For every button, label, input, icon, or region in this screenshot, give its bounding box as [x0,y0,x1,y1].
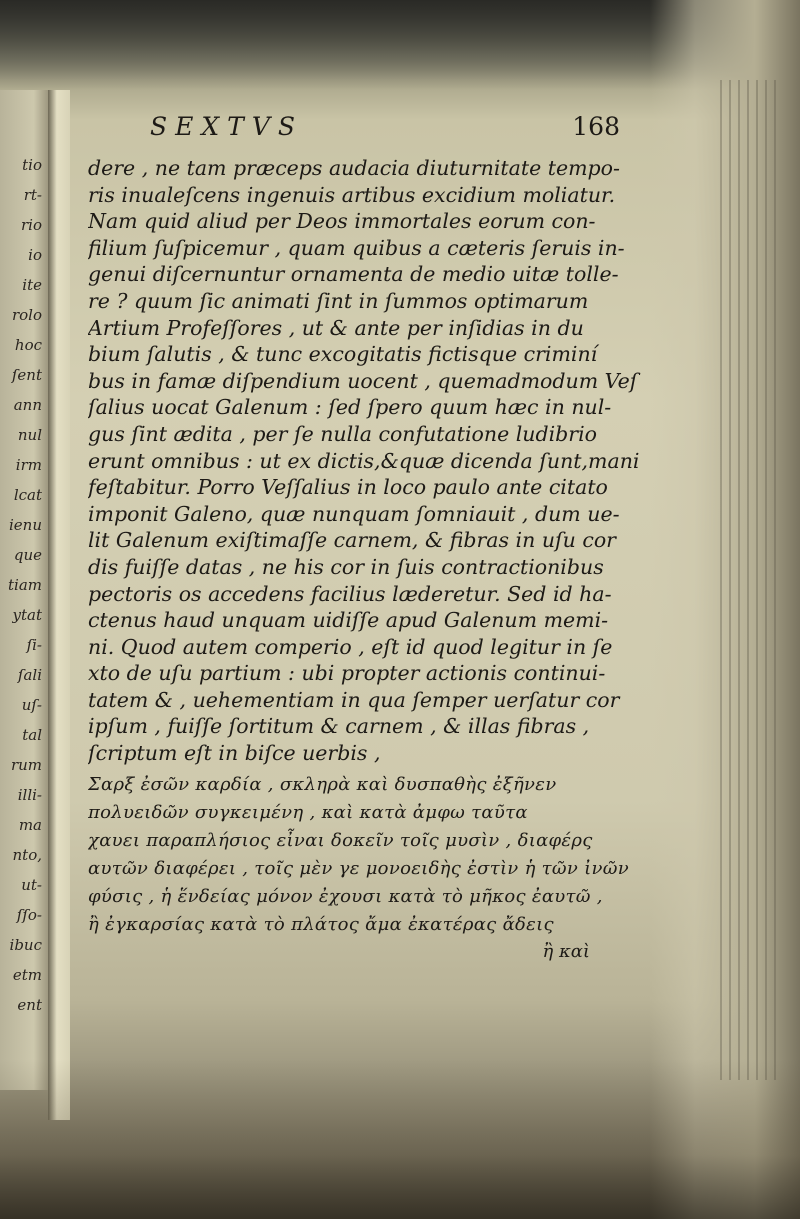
text-line: xto de uſu partium : ubi propter actionis continui- [88,661,606,686]
margin-fragment: ent [17,996,42,1014]
margin-fragment: irm [15,456,42,474]
text-line: ſcriptum eſt in biſce uerbis , [88,741,381,766]
margin-fragment: lcat [13,486,42,504]
catchword: ἢ καὶ [542,940,590,962]
margin-fragment: ytat [12,606,42,624]
margin-fragment: tio [22,156,42,174]
text-line: feſtabitur. Porro Veſſalius in loco paulo ante citato [88,475,608,500]
previous-page-margin-fragments [0,150,42,1020]
bottom-shadow [0,1059,800,1219]
margin-fragment: tiam [8,576,42,594]
greek-text-line: πολυειδῶν συγκειμένη , καὶ κατὰ ἀμφω ταῦτα [88,801,528,823]
body-text [88,155,698,965]
margin-fragment: que [13,546,42,564]
text-line: ni. Quod autem comperio , eſt id quod legitur in ſe [88,634,613,659]
text-line: bium ſalutis , & tunc excogitatis fictisque criminí [88,342,598,367]
page-header [150,112,620,152]
text-line: Artium Profeſſores , ut & ante per inſidias in du [88,315,584,340]
text-line: dere , ne tam præceps audacia diuturnitate tempo- [88,156,620,180]
margin-fragment: io [28,246,42,264]
margin-fragment: rio [21,216,42,234]
margin-fragment: ite [22,276,42,294]
latin-paragraph [88,155,698,767]
greek-text-line: ἢ ἐγκαρσίας κατὰ τὸ πλάτος ἄμα ἐκατέρας ἄδεις [88,913,554,935]
greek-text-line: Σαρξ ἐσῶν καρδία , σκληρὰ καὶ δυσπαθὴς ἐξῆνεν [88,773,557,795]
margin-fragment: ienu [9,516,42,534]
stacked-page-edges [720,80,780,1080]
text-line: bus in famæ diſpendium uocent , quemadmodum Veſ [88,368,638,393]
margin-fragment: illi- [17,786,42,804]
margin-fragment: ma [18,816,42,834]
text-line: ctenus haud unquam uidiſſe apud Galenum memi- [88,608,609,633]
page-number: 168 [572,112,620,141]
margin-fragment: etm [12,966,42,984]
text-line: ſalius uocat Galenum : ſed ſpero quum hæc in nul- [88,395,612,420]
margin-fragment: hoc [14,336,42,354]
text-line: pectoris os accedens facilius læderetur. Sed id ha- [88,581,612,606]
margin-fragment: rt- [23,186,42,204]
greek-text-line: φύσις , ἡ ἕνδείας μόνον ἐχουσι κατὰ τὸ μῆκος ἐαυτῶ , [88,885,603,907]
margin-fragment: nto, [12,846,42,864]
text-line: genui diſcernuntur ornamenta de medio uitæ tolle- [88,262,619,287]
text-line: dis fuiſſe datas , ne his cor in ſuis contractionibus [88,554,604,579]
margin-fragment: rolo [11,306,42,324]
margin-fragment: tal [22,726,42,744]
greek-quotation [88,771,698,939]
text-line: erunt omnibus : ut ex dictis,&quæ dicenda ſunt,mani [88,448,640,473]
text-line: ris inualeſcens ingenuis artibus excidium moliatur. [88,182,616,207]
greek-text-line: αυτῶν διαφέρει , τοῖς μὲν γε μονοειδὴς ἐστὶν ἡ τῶν ἰνῶν [88,857,629,879]
book-gutter [48,90,70,1120]
text-line: filium ſuſpicemur , quam quibus a cæteris ſeruis in- [88,235,625,260]
margin-fragment: nul [17,426,42,444]
margin-fragment: ſi- [26,636,42,654]
text-line: Nam quid aliud per Deos immortales eorum con- [88,209,596,234]
margin-fragment: uſ- [21,696,42,714]
margin-fragment: ſſo- [16,906,42,924]
text-line: tatem & , uehementiam in qua ſemper uerſatur cor [88,687,620,712]
text-line: lit Galenum exiſtimaſſe carnem, & fibras in uſu cor [88,528,616,553]
margin-fragment: ſent [11,366,42,384]
text-line: ipſum , fuiſſe ſortitum & carnem , & illas fibras , [88,714,590,739]
margin-fragment: ann [13,396,42,414]
running-title: SEXTVS [150,112,304,141]
margin-fragment: ibuc [9,936,42,954]
greek-text-line: χαυει παραπλήσιος εἶναι δοκεῖν τοῖς μυσὶν , διαφέρς [88,829,593,851]
text-line: gus ſint ædita , per ſe nulla confutatione ludibrio [88,421,598,446]
margin-fragment: ut- [21,876,42,894]
text-line: re ? quum ſic animati ſint in ſummos optimarum [88,288,589,313]
text-line: imponit Galeno, quæ nunquam ſomniauit , dum ue- [88,501,620,526]
margin-fragment: ſali [17,666,42,684]
margin-fragment: rum [10,756,42,774]
